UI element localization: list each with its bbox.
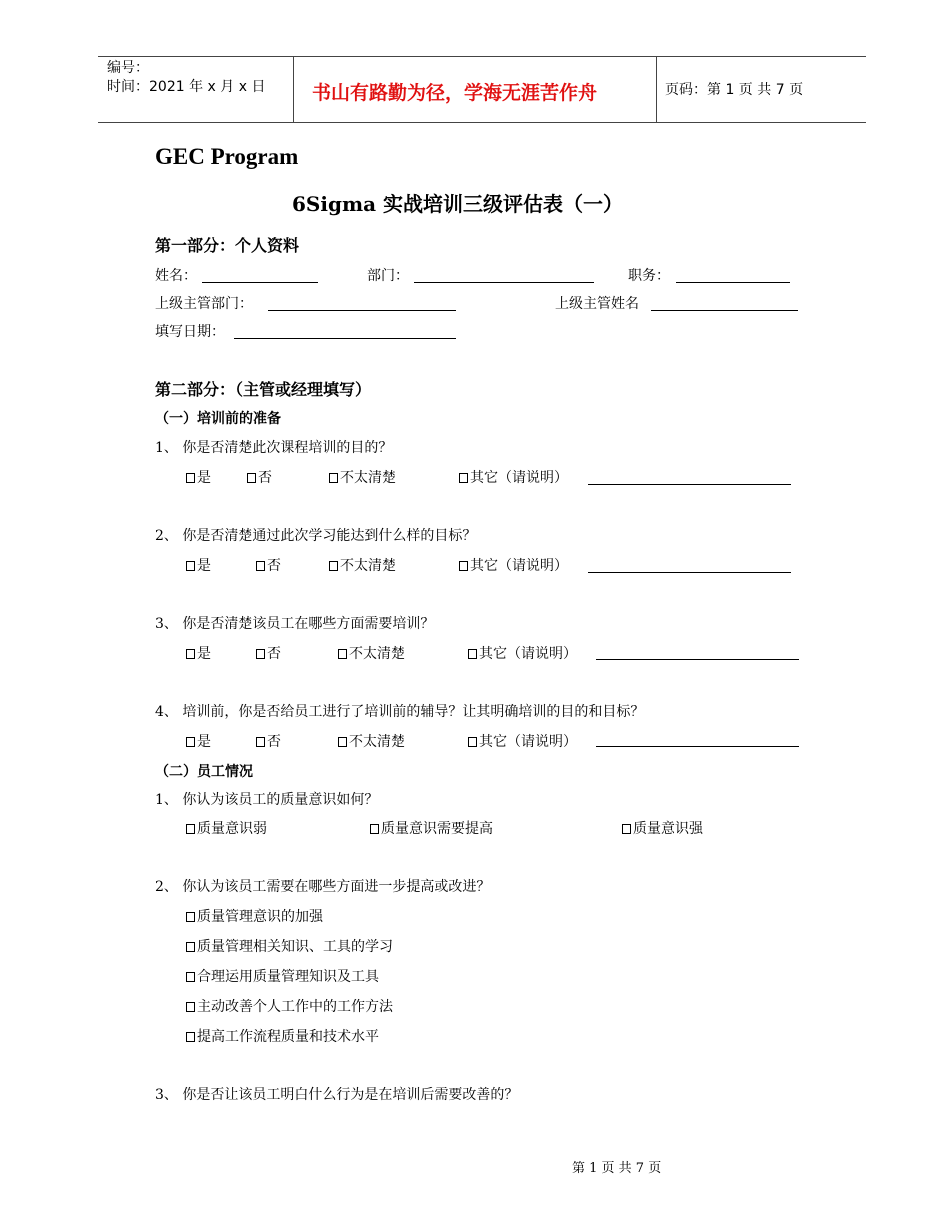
checkbox-icon[interactable] (459, 561, 468, 571)
option-yes[interactable]: 是 (186, 467, 211, 487)
header-divider-1 (293, 57, 294, 123)
checkbox-icon[interactable] (338, 649, 347, 659)
header-bottom-rule (98, 122, 866, 123)
checkbox-icon[interactable] (622, 824, 631, 834)
time-label: 时间：2021 年 x 月 x 日 (107, 79, 266, 95)
page-footer: 第 1 页 共 7 页 (572, 1161, 662, 1176)
question-text: 2、 你是否清楚通过此次学习能达到什么样的目标？ (155, 528, 477, 544)
checkbox-icon[interactable] (186, 942, 195, 952)
checkbox-icon[interactable] (247, 473, 256, 483)
checkbox-icon[interactable] (329, 561, 338, 571)
option-other[interactable]: 其它（请说明） (468, 643, 577, 663)
date-field[interactable] (234, 338, 456, 339)
date-label: 填写日期： (155, 324, 225, 340)
improve-option[interactable]: 提高工作流程质量和技术水平 (186, 1026, 379, 1046)
checkbox-icon[interactable] (468, 737, 477, 747)
checkbox-icon[interactable] (186, 1032, 195, 1042)
section1-heading: （一）培训前的准备 (155, 411, 281, 427)
question-text: 3、 你是否让该员工明白什么行为是在培训后需要改善的？ (155, 1087, 519, 1103)
option-other[interactable]: 其它（请说明） (468, 731, 577, 751)
part1-heading: 第一部分：个人资料 (155, 236, 300, 255)
option-no[interactable]: 否 (256, 731, 281, 751)
sup-dept-label: 上级主管部门： (155, 296, 253, 312)
option-quality-weak[interactable]: 质量意识弱 (186, 818, 267, 838)
improve-option[interactable]: 主动改善个人工作中的工作方法 (186, 996, 393, 1016)
option-quality-improve[interactable]: 质量意识需要提高 (370, 818, 493, 838)
position-label: 职务： (628, 268, 670, 284)
dept-label: 部门： (367, 268, 409, 284)
checkbox-icon[interactable] (186, 473, 195, 483)
other-explain-field[interactable] (588, 484, 791, 485)
option-no[interactable]: 否 (256, 643, 281, 663)
improve-option[interactable]: 合理运用质量管理知识及工具 (186, 966, 379, 986)
improve-option[interactable]: 质量管理相关知识、工具的学习 (186, 936, 393, 956)
header-top-rule (98, 56, 866, 57)
checkbox-icon[interactable] (186, 1002, 195, 1012)
option-yes[interactable]: 是 (186, 555, 211, 575)
option-no[interactable]: 否 (247, 467, 272, 487)
option-unclear[interactable]: 不太清楚 (338, 731, 405, 751)
checkbox-icon[interactable] (186, 824, 195, 834)
option-unclear[interactable]: 不太清楚 (338, 643, 405, 663)
checkbox-icon[interactable] (329, 473, 338, 483)
question-text: 3、 你是否清楚该员工在哪些方面需要培训？ (155, 616, 435, 632)
program-title: GEC Program (155, 144, 299, 169)
section2-heading: （二）员工情况 (155, 764, 253, 780)
sup-name-label: 上级主管姓名 (555, 296, 639, 312)
option-yes[interactable]: 是 (186, 731, 211, 751)
header-motto: 书山有路勤为径，学海无涯苦作舟 (312, 82, 598, 104)
checkbox-icon[interactable] (256, 737, 265, 747)
position-field[interactable] (676, 282, 790, 283)
checkbox-icon[interactable] (370, 824, 379, 834)
question-text: 4、 培训前，你是否给员工进行了培训前的辅导？让其明确培训的目的和目标？ (155, 704, 645, 720)
header-divider-2 (656, 57, 657, 123)
name-label: 姓名： (155, 268, 197, 284)
checkbox-icon[interactable] (256, 649, 265, 659)
page-title: 6Sigma 实战培训三级评估表（一） (292, 192, 624, 216)
option-other[interactable]: 其它（请说明） (459, 467, 568, 487)
other-explain-field[interactable] (596, 746, 799, 747)
option-no[interactable]: 否 (256, 555, 281, 575)
name-field[interactable] (202, 282, 318, 283)
serial-label: 编号： (107, 60, 149, 76)
option-other[interactable]: 其它（请说明） (459, 555, 568, 575)
page-info: 页码：第 1 页 共 7 页 (665, 82, 804, 98)
checkbox-icon[interactable] (256, 561, 265, 571)
question-text: 1、 你认为该员工的质量意识如何？ (155, 792, 379, 808)
sup-dept-field[interactable] (268, 310, 456, 311)
question-text: 2、 你认为该员工需要在哪些方面进一步提高或改进？ (155, 879, 491, 895)
checkbox-icon[interactable] (186, 737, 195, 747)
checkbox-icon[interactable] (468, 649, 477, 659)
improve-option[interactable]: 质量管理意识的加强 (186, 906, 323, 926)
dept-field[interactable] (414, 282, 594, 283)
other-explain-field[interactable] (596, 659, 799, 660)
option-unclear[interactable]: 不太清楚 (329, 467, 396, 487)
checkbox-icon[interactable] (338, 737, 347, 747)
checkbox-icon[interactable] (186, 561, 195, 571)
checkbox-icon[interactable] (459, 473, 468, 483)
other-explain-field[interactable] (588, 572, 791, 573)
option-unclear[interactable]: 不太清楚 (329, 555, 396, 575)
option-yes[interactable]: 是 (186, 643, 211, 663)
checkbox-icon[interactable] (186, 912, 195, 922)
checkbox-icon[interactable] (186, 972, 195, 982)
option-quality-strong[interactable]: 质量意识强 (622, 818, 703, 838)
part2-heading: 第二部分：（主管或经理填写） (155, 380, 372, 399)
question-text: 1、 你是否清楚此次课程培训的目的？ (155, 440, 393, 456)
sup-name-field[interactable] (651, 310, 798, 311)
checkbox-icon[interactable] (186, 649, 195, 659)
